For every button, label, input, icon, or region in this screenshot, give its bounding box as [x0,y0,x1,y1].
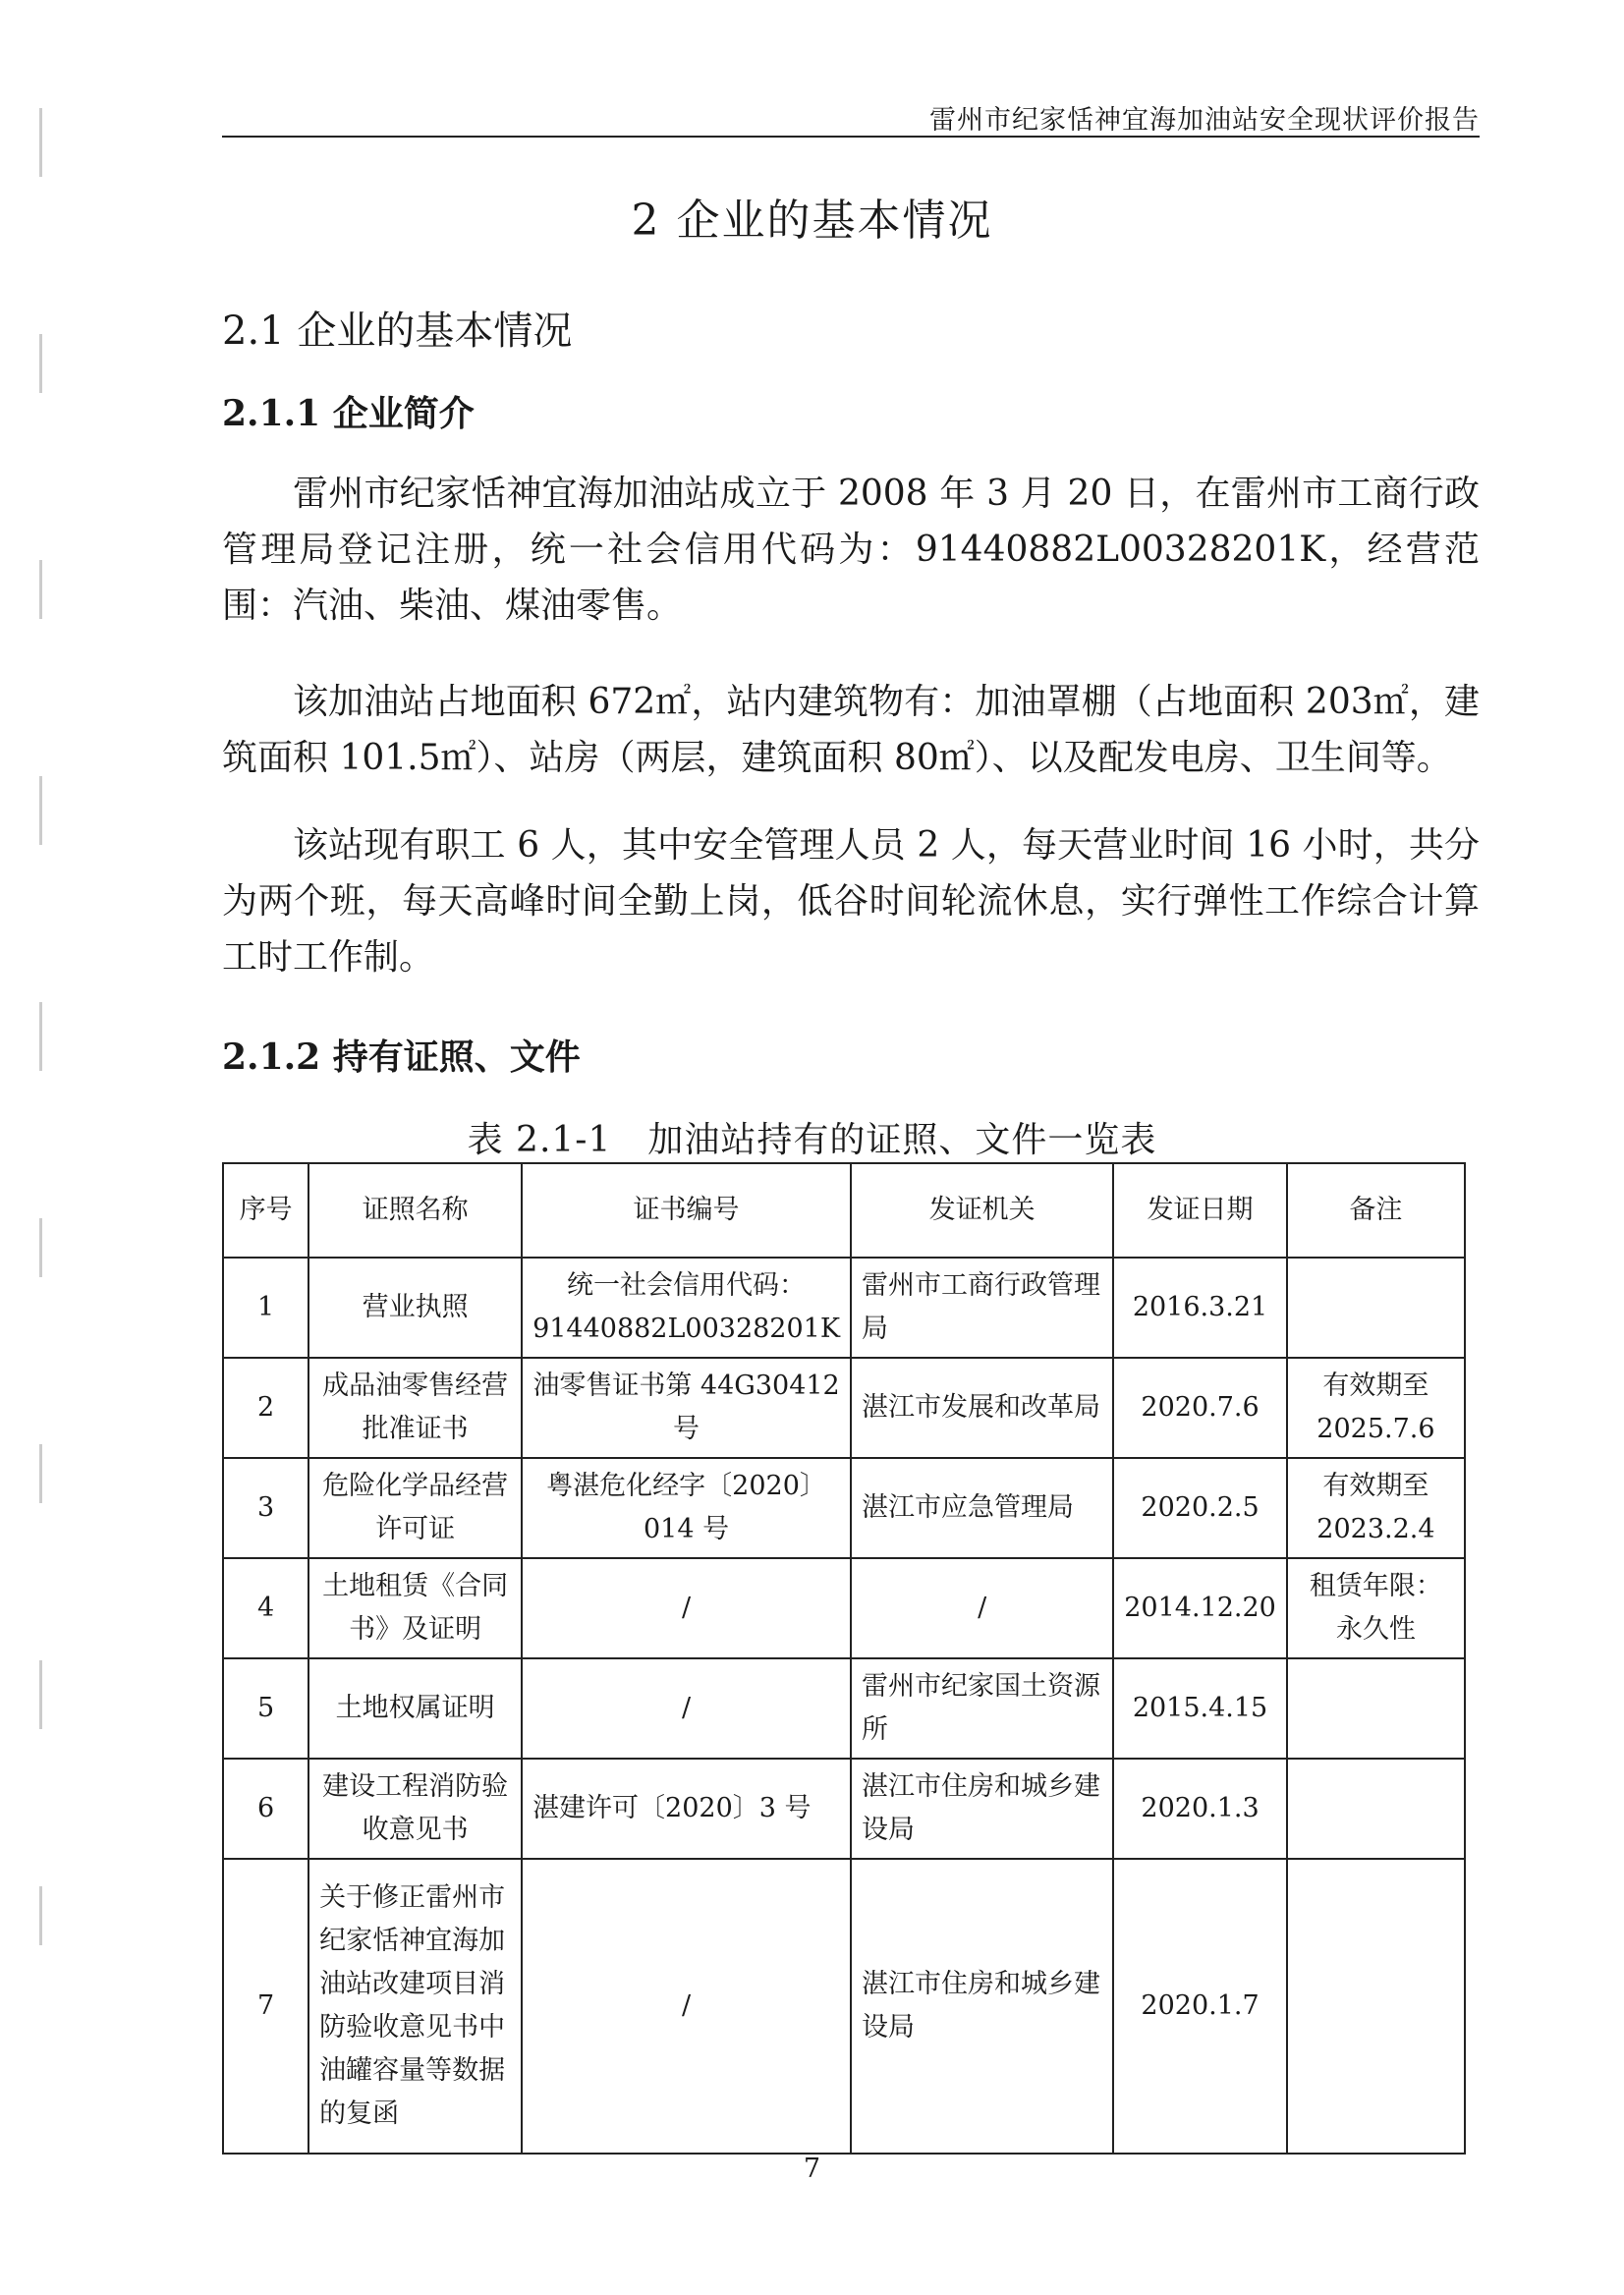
cell-date: 2014.12.20 [1113,1558,1287,1658]
cell-remarks [1287,1759,1465,1859]
section-heading-2-1: 2.1 企业的基本情况 [222,308,573,354]
cell-name: 成品油零售经营批准证书 [308,1358,522,1458]
scan-margin-mark [39,334,42,393]
cell-issuer: 湛江市住房和城乡建设局 [851,1859,1113,2154]
cell-no: 6 [223,1759,308,1859]
column-header-remarks: 备注 [1287,1163,1465,1258]
table-row [223,1358,1465,1458]
cell-name: 土地租赁《合同书》及证明 [308,1558,522,1658]
cell-name: 建设工程消防验收意见书 [308,1759,522,1859]
cell-no: 4 [223,1558,308,1658]
cell-code: 粤湛危化经字〔2020〕014 号 [522,1458,851,1558]
scan-margin-mark [39,1002,42,1071]
table-header-row [223,1163,1465,1258]
section-heading-2-1-2: 2.1.2 持有证照、文件 [222,1036,581,1078]
cell-code: 湛建许可〔2020〕3 号 [522,1759,851,1859]
cell-date: 2016.3.21 [1113,1258,1287,1358]
page-number: 7 [803,2154,821,2184]
scan-margin-mark [39,1660,42,1729]
column-header-issuer: 发证机关 [851,1163,1113,1258]
cell-date: 2020.2.5 [1113,1458,1287,1558]
cell-name: 危险化学品经营许可证 [308,1458,522,1558]
scan-margin-mark [39,776,42,845]
header-rule [222,136,1480,138]
cell-code: / [522,1558,851,1658]
column-header-name: 证照名称 [308,1163,522,1258]
cell-no: 7 [223,1859,308,2154]
table-row [223,1859,1465,2154]
cell-remarks: 有效期至 2025.7.6 [1287,1358,1465,1458]
cell-remarks: 有效期至 2023.2.4 [1287,1458,1465,1558]
table-row [223,1558,1465,1658]
cell-name: 土地权属证明 [308,1658,522,1759]
scan-margin-mark [39,1886,42,1945]
scan-margin-mark [39,560,42,619]
paragraph-staff: 该站现有职工 6 人，其中安全管理人员 2 人，每天营业时间 16 小时，共分为两个班，每天高峰时间全勤上岗，低谷时间轮流休息，实行弹性工作综合计算工时工作制。 [222,825,1480,978]
cell-name: 营业执照 [308,1258,522,1358]
table-row [223,1658,1465,1759]
cell-date: 2015.4.15 [1113,1658,1287,1759]
scan-margin-mark [39,1218,42,1277]
cell-issuer: 湛江市发展和改革局 [851,1358,1113,1458]
certificates-table [222,1162,1466,2155]
running-header: 雷州市纪家恬神宜海加油站安全现状评价报告 [929,105,1480,136]
cell-issuer: 雷州市纪家国土资源所 [851,1658,1113,1759]
cell-issuer: 湛江市应急管理局 [851,1458,1113,1558]
table-row [223,1258,1465,1358]
cell-issuer: / [851,1558,1113,1658]
scan-margin-mark [39,1444,42,1503]
cell-code: / [522,1658,851,1759]
cell-issuer: 湛江市住房和城乡建设局 [851,1759,1113,1859]
column-header-no: 序号 [223,1163,308,1258]
cell-remarks [1287,1258,1465,1358]
section-heading-2-1-1: 2.1.1 企业简介 [222,393,475,434]
cell-no: 3 [223,1458,308,1558]
paragraph-area: 该加油站占地面积 672㎡，站内建筑物有：加油罩棚（占地面积 203㎡，建筑面积 101.5㎡）、站房（两层，建筑面积 80㎡）、以及配发电房、卫生间等。 [222,682,1480,778]
table-caption: 表 2.1-1 加油站持有的证照、文件一览表 [467,1120,1157,1160]
paragraph-intro: 雷州市纪家恬神宜海加油站成立于 2008 年 3 月 20 日，在雷州市工商行政管理局登记注册，统一社会信用代码为：91440882L00328201K，经营范围：汽油、柴油、煤油零售。 [222,474,1480,626]
cell-remarks [1287,1658,1465,1759]
table-row [223,1458,1465,1558]
cell-code: / [522,1859,851,2154]
chapter-title: 2 企业的基本情况 [631,196,993,246]
column-header-date: 发证日期 [1113,1163,1287,1258]
column-header-code: 证书编号 [522,1163,851,1258]
cell-date: 2020.7.6 [1113,1358,1287,1458]
cell-no: 5 [223,1658,308,1759]
cell-remarks [1287,1859,1465,2154]
cell-code: 统一社会信用代码：91440882L00328201K [522,1258,851,1358]
cell-name: 关于修正雷州市纪家恬神宜海加油站改建项目消防验收意见书中油罐容量等数据的复函 [308,1859,522,2154]
cell-no: 2 [223,1358,308,1458]
cell-date: 2020.1.3 [1113,1759,1287,1859]
scan-margin-mark [39,108,42,177]
cell-no: 1 [223,1258,308,1358]
cell-date: 2020.1.7 [1113,1859,1287,2154]
cell-issuer: 雷州市工商行政管理局 [851,1258,1113,1358]
cell-code: 油零售证书第 44G30412 号 [522,1358,851,1458]
table-row [223,1759,1465,1859]
cell-remarks: 租赁年限：永久性 [1287,1558,1465,1658]
